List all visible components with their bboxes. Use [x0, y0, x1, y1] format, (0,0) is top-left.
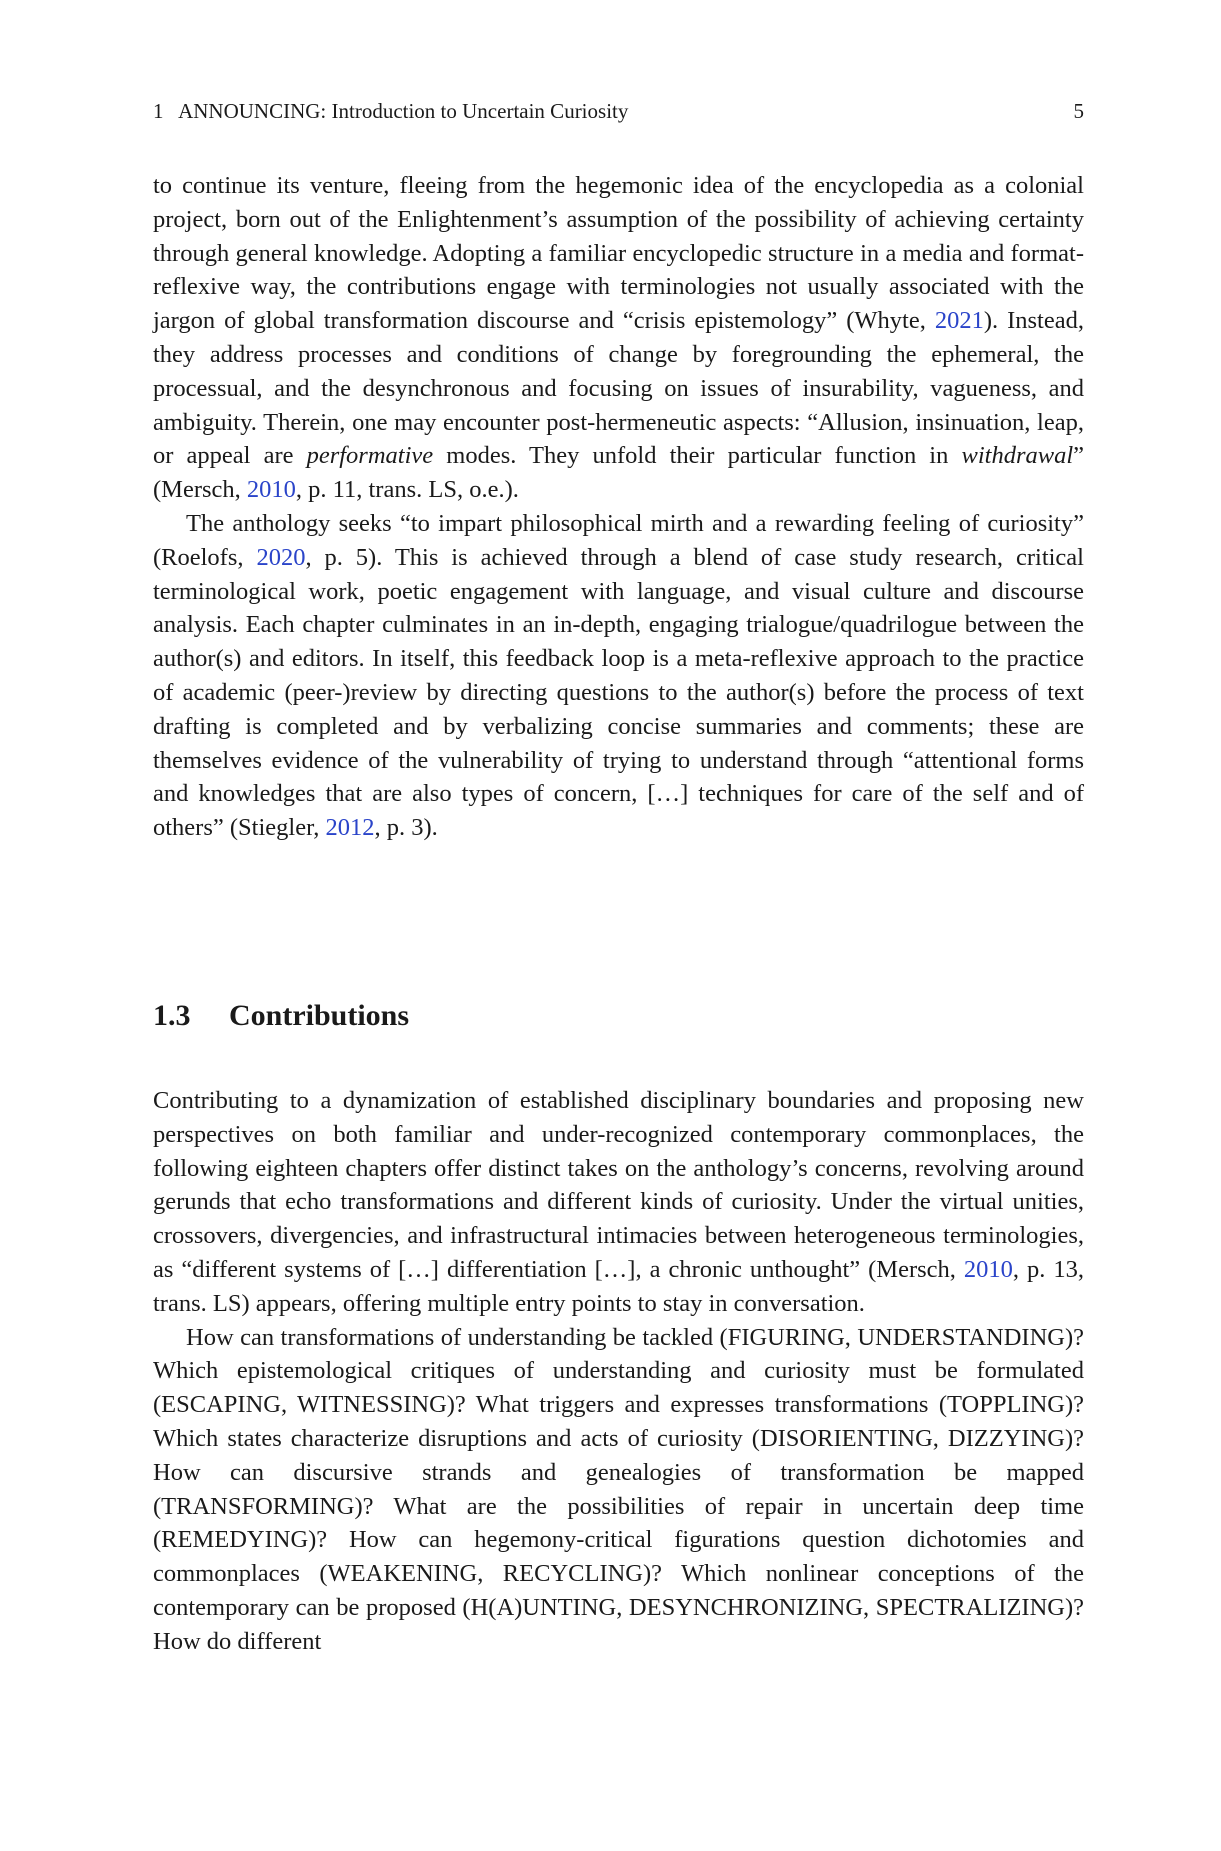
text-run: ). Instead, they address processes and conditions of change by foregrounding the ephemeral, the processual, and the desynchronous and focusing on issues of insurability, vagueness, and ambiguity. Therein, one may encounter post-hermeneutic aspects: “Allusion, insinuation, leap, or appeal are: [153, 307, 1084, 470]
body-text-block-2: [153, 1084, 1084, 1659]
emphasis: performative: [306, 442, 434, 470]
paragraph-1: [153, 169, 1084, 507]
page-number: 5: [1073, 99, 1084, 123]
text-run: How can transformations of understanding be tackled (FIGURING, UNDERSTANDING)? Which epistemological critiques of understanding and curiosity must be formulated (ESCAPING, WITNESSING)? What triggers and expresses transformations (TOPPLING)? Which states characterize disruptions and acts of curiosity (DISORIENTING, DIZZYING)? How can discursive strands and genealogies of transformation be mapped (TRANSFORMING)? What are the possibilities of repair in uncertain deep time (REMEDYING)? How can hegemony-critical figurations question dichotomies and commonplaces (WEAKENING, RECYCLING)? Which nonlinear conceptions of the contemporary can be proposed (H(A)UNTING, DESYNCHRONIZING, SPECTRALIZING)? How do different: [153, 1323, 1084, 1655]
citation-link[interactable]: 2021: [934, 307, 984, 335]
section-title: Contributions: [229, 999, 410, 1032]
text-run: , p. 5). This is achieved through a blend of case study research, critical terminological work, poetic engagement with language, and visual culture and discourse analysis. Each chapter culminates in an in-depth, engaging trialogue/quadrilogue between the author(s) and editors. In itself, this feedback loop is a meta-reflexive approach to the practice of academic (peer-)review by directing questions to the author(s) before the process of text drafting is completed and by verbalizing concise summaries and comments; these are themselves evidence of the vulnerability of trying to understand through “attentional forms and knowledges that are also types of concern, […] techniques for care of the self and of others” (Stiegler,: [153, 543, 1084, 842]
paragraph-2: [153, 507, 1084, 845]
citation-link[interactable]: 2010: [246, 476, 296, 504]
text-run: , p. 11, trans. LS, o.e.).: [295, 476, 519, 504]
paragraph-4: [153, 1321, 1084, 1659]
paragraph-3: [153, 1084, 1084, 1321]
text-run: modes. They unfold their particular function in: [433, 442, 962, 470]
emphasis: withdrawal: [961, 442, 1074, 470]
running-head-title: 1 ANNOUNCING: Introduction to Uncertain Curiosity: [153, 99, 629, 123]
body-text-block-1: [153, 169, 1084, 845]
section-number: 1.3: [153, 999, 191, 1032]
text-run: Contributing to a dynamization of established disciplinary boundaries and proposing new perspectives on both familiar and under-recognized contemporary commonplaces, the following eighteen chapters offer distinct takes on the anthology’s concerns, revolving around gerunds that echo transformations and different kinds of curiosity. Under the virtual unities, crossovers, divergencies, and infrastructural intimacies between heterogeneous terminologies, as “different systems of […] differentiation […], a chronic unthought” (Mersch,: [153, 1087, 1084, 1283]
section-heading: [153, 996, 409, 1036]
text-run: , p. 3).: [374, 814, 438, 842]
citation-link[interactable]: 2012: [325, 814, 375, 842]
text-run: , p. 13, trans. LS) appears, offering multiple entry points to stay in conversation.: [153, 1255, 1085, 1317]
citation-link[interactable]: 2010: [963, 1255, 1013, 1283]
text-run: The anthology seeks “to impart philosophical mirth and a rewarding feeling of curiosity” (Roelofs,: [153, 509, 1084, 571]
citation-link[interactable]: 2020: [256, 543, 306, 571]
text-run: ” (Mersch,: [153, 442, 1084, 504]
text-run: to continue its venture, fleeing from the hegemonic idea of the encyclopedia as a colonial project, born out of the Enlightenment’s assumption of the possibility of achieving certainty through general knowledge. Adopting a familiar encyclopedic structure in a media and format-reflexive way, the contributions engage with terminologies not usually associated with the jargon of global transformation discourse and “crisis epistemology” (Whyte,: [153, 172, 1084, 335]
